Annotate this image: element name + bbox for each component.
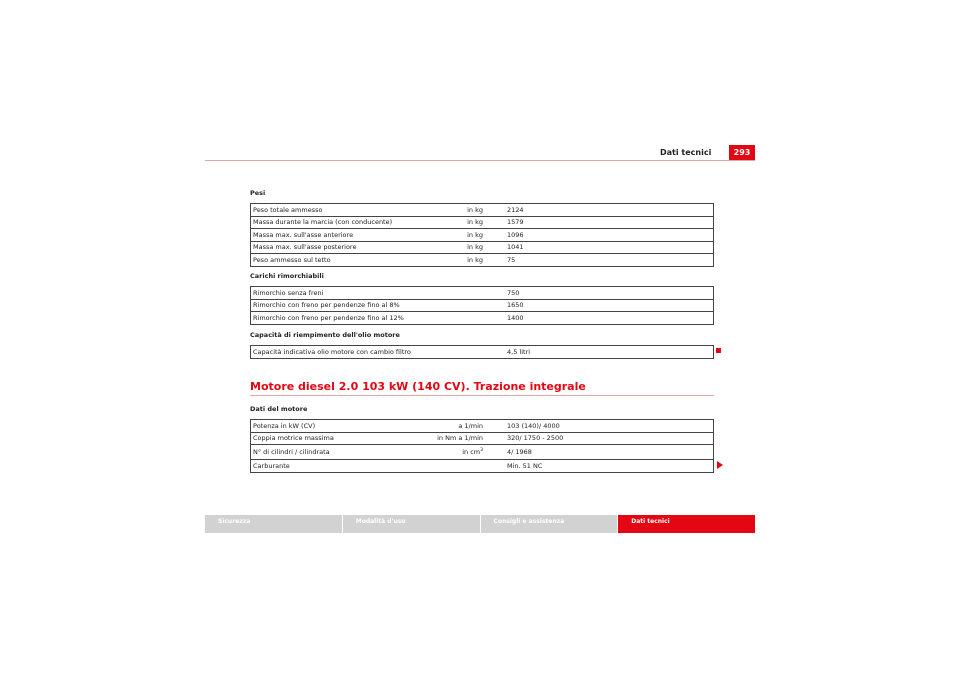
row-label: Peso totale ammesso bbox=[251, 204, 434, 217]
row-label: Massa durante la marcia (con conducente) bbox=[251, 216, 434, 229]
row-unit bbox=[433, 445, 491, 460]
section-heading-olio: Capacità di riempimento dell'olio motore bbox=[250, 331, 400, 339]
row-value: 4/ 1968 bbox=[491, 445, 714, 460]
row-unit: in kg bbox=[433, 229, 491, 242]
row-unit: in kg bbox=[433, 254, 491, 267]
table-row bbox=[251, 432, 714, 445]
table-pesi bbox=[250, 203, 714, 267]
row-value: 2124 bbox=[491, 204, 714, 217]
row-label: Capacità indicativa olio motore con cambio filtro bbox=[251, 346, 492, 359]
table-olio bbox=[250, 345, 714, 359]
row-value: Min. 51 NC bbox=[491, 460, 714, 473]
footer-tab-dati-tecnici[interactable]: Dati tecnici bbox=[618, 515, 755, 533]
row-value: 1400 bbox=[491, 312, 714, 325]
row-label: Rimorchio con freno per pendenze fino al 12% bbox=[251, 312, 492, 325]
row-label: Rimorchio con freno per pendenze fino al 8% bbox=[251, 299, 492, 312]
row-value: 103 (140)/ 4000 bbox=[491, 420, 714, 433]
table-row bbox=[251, 254, 714, 267]
section-heading-motore: Dati del motore bbox=[250, 405, 308, 413]
row-value: 75 bbox=[491, 254, 714, 267]
page-header-title: Dati tecnici bbox=[660, 148, 712, 157]
page-number-badge: 293 bbox=[729, 145, 755, 160]
section-heading-pesi: Pesi bbox=[250, 189, 266, 197]
row-label: Massa max. sull'asse anteriore bbox=[251, 229, 434, 242]
footer-tab-modalita-uso[interactable]: Modalità d'uso bbox=[343, 515, 480, 533]
engine-title: Motore diesel 2.0 103 kW (140 CV). Trazione integrale bbox=[250, 380, 586, 393]
unit-text: in cm bbox=[462, 448, 481, 457]
footer-nav bbox=[205, 515, 755, 533]
row-label: Peso ammesso sul tetto bbox=[251, 254, 434, 267]
table-row bbox=[251, 229, 714, 242]
row-label: Rimorchio senza freni bbox=[251, 287, 492, 300]
table-row bbox=[251, 216, 714, 229]
row-value: 1579 bbox=[491, 216, 714, 229]
row-label: N° di cilindri / cilindrata bbox=[251, 445, 434, 460]
row-unit bbox=[433, 460, 491, 473]
row-value: 4,5 litri bbox=[491, 346, 714, 359]
row-unit: in Nm a 1/min bbox=[433, 432, 491, 445]
table-carichi bbox=[250, 286, 714, 325]
header-rule bbox=[205, 160, 755, 161]
row-unit: a 1/min bbox=[433, 420, 491, 433]
section-end-marker bbox=[716, 348, 721, 353]
table-row bbox=[251, 299, 714, 312]
table-row bbox=[251, 287, 714, 300]
engine-title-rule bbox=[250, 395, 714, 396]
row-value: 1041 bbox=[491, 241, 714, 254]
table-row bbox=[251, 312, 714, 325]
row-unit: in kg bbox=[433, 204, 491, 217]
row-value: 1650 bbox=[491, 299, 714, 312]
table-row bbox=[251, 204, 714, 217]
continue-arrow-icon[interactable] bbox=[717, 461, 723, 469]
row-value: 1096 bbox=[491, 229, 714, 242]
table-motore bbox=[250, 419, 714, 473]
row-unit: in kg bbox=[433, 216, 491, 229]
table-row bbox=[251, 460, 714, 473]
row-unit: in kg bbox=[433, 241, 491, 254]
table-row bbox=[251, 241, 714, 254]
unit-superscript: 3 bbox=[480, 447, 483, 453]
table-row bbox=[251, 445, 714, 460]
row-label: Potenza in kW (CV) bbox=[251, 420, 434, 433]
row-value: 750 bbox=[491, 287, 714, 300]
footer-tab-sicurezza[interactable]: Sicurezza bbox=[205, 515, 342, 533]
footer-tab-consigli-assistenza[interactable]: Consigli e assistenza bbox=[481, 515, 618, 533]
table-row bbox=[251, 346, 714, 359]
row-label: Carburante bbox=[251, 460, 434, 473]
section-heading-carichi: Carichi rimorchiabili bbox=[250, 272, 324, 280]
row-value: 320/ 1750 - 2500 bbox=[491, 432, 714, 445]
table-row bbox=[251, 420, 714, 433]
row-label: Coppia motrice massima bbox=[251, 432, 434, 445]
row-label: Massa max. sull'asse posteriore bbox=[251, 241, 434, 254]
